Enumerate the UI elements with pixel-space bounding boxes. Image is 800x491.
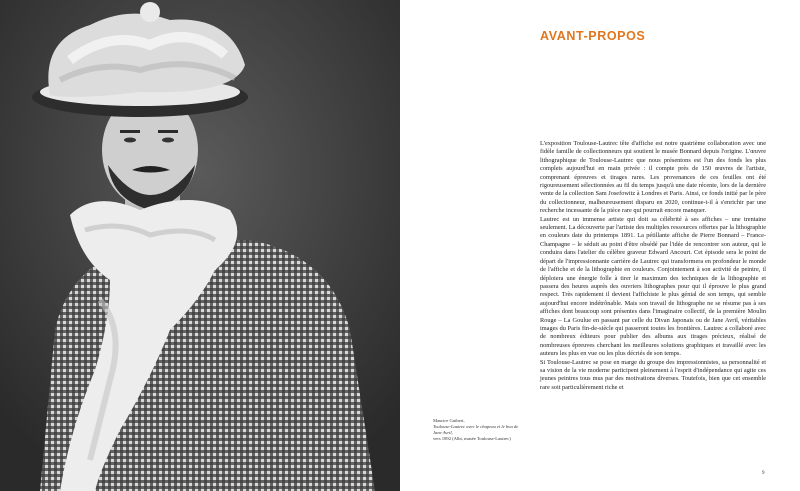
- body-text: [540, 140, 766, 392]
- page-number: 9: [762, 471, 765, 476]
- caption-line-3: vers 1892 (Albi, musée Toulouse-Lautrec): [433, 436, 511, 441]
- paragraph-3: Si Toulouse-Lautrec se pose en marge du groupe des impressionnistes, sa personnalité et sa vision de la vie moderne participent pleinement à l'esprit d'indépendance qui agite ces jeunes peintres tous mus par des motivations diverses. Toutefois, bien que cet ensemble rare soit particulièrement riche et: [540, 358, 766, 391]
- paragraph-1: L'exposition Toulouse-Lautrec tête d'affiche est notre quatrième collaboration avec une fidèle famille de collectionneurs qui soutient le musée Bonnard depuis l'origine. L'œuvre lithographique de Toulouse-Lautrec que nous présentons est l'un des fonds les plus complets aujourd'hui en main privée : il compte près de 150 œuvres de l'artiste, comprenant épreuves et tirages rares. Les provenances de ces feuilles ont été rigoureusement sélectionnées au fil du temps jusqu'à une date récente, lors de la dernière vente de la collection Sam Josefowitz à Londres et Paris. Ainsi, ce fonds initié par le père du collectionneur, malheureusement disparu en 2020, continue-t-il à s'enrichir par une recherche incessante de la pièce rare qui pourrait encore manquer.: [540, 140, 766, 215]
- photo-caption: [433, 418, 523, 442]
- caption-line-2: Toulouse-Lautrec avec le chapeau et le boa de Jane Avril,: [433, 424, 519, 435]
- paragraph-2: Lautrec est un immense artiste qui doit sa célébrité à ses affiches – une trentaine seulement. La découverte par l'artiste des multiples ressources offertes par la lithographie en couleurs date du printemps 1891. La pétillante affiche de Pierre Bonnard – France-Champagne – le séduit au point d'être obsédé par l'idée de rencontrer son auteur, qui le conduira dans l'atelier du célèbre graveur Edward Ancourt. Cet épisode sera le point de départ de l'impressionnante carrière de Lautrec qui transformera en profondeur le monde de l'affiche et de la lithographie en couleurs. Conjointement à son activité de peintre, il déploiera une énergie folle à tirer le maximum des techniques de la lithographie et passera des heures auprès des ouvriers lithographes pour qui il éprouve le plus grand respect. Très rapidement il devient l'affichiste le plus génial de son temps, qui semble aujourd'hui encore indétrônable. Mais son travail de lithographe ne se résume pas à ses affiches dont beaucoup sont présentes dans l'imaginaire collectif, de la première Moulin Rouge – La Goulue en passant par celle du Divan Japonais ou de Jane Avril, véritables images du Paris fin-de-siècle qui passeront toutes les frontières. Lautrec a collaboré avec de nombreux éditeurs pour publier des albums aux tirages précieux, réalisé de nombreuses épreuves cherchant les meilleures solutions graphiques et travaillé avec les auteurs les plus en vue ou les plus décriés de son temps.: [540, 215, 766, 358]
- caption-line-1: Maurice Guibert,: [433, 418, 465, 423]
- section-title: AVANT-PROPOS: [540, 29, 646, 43]
